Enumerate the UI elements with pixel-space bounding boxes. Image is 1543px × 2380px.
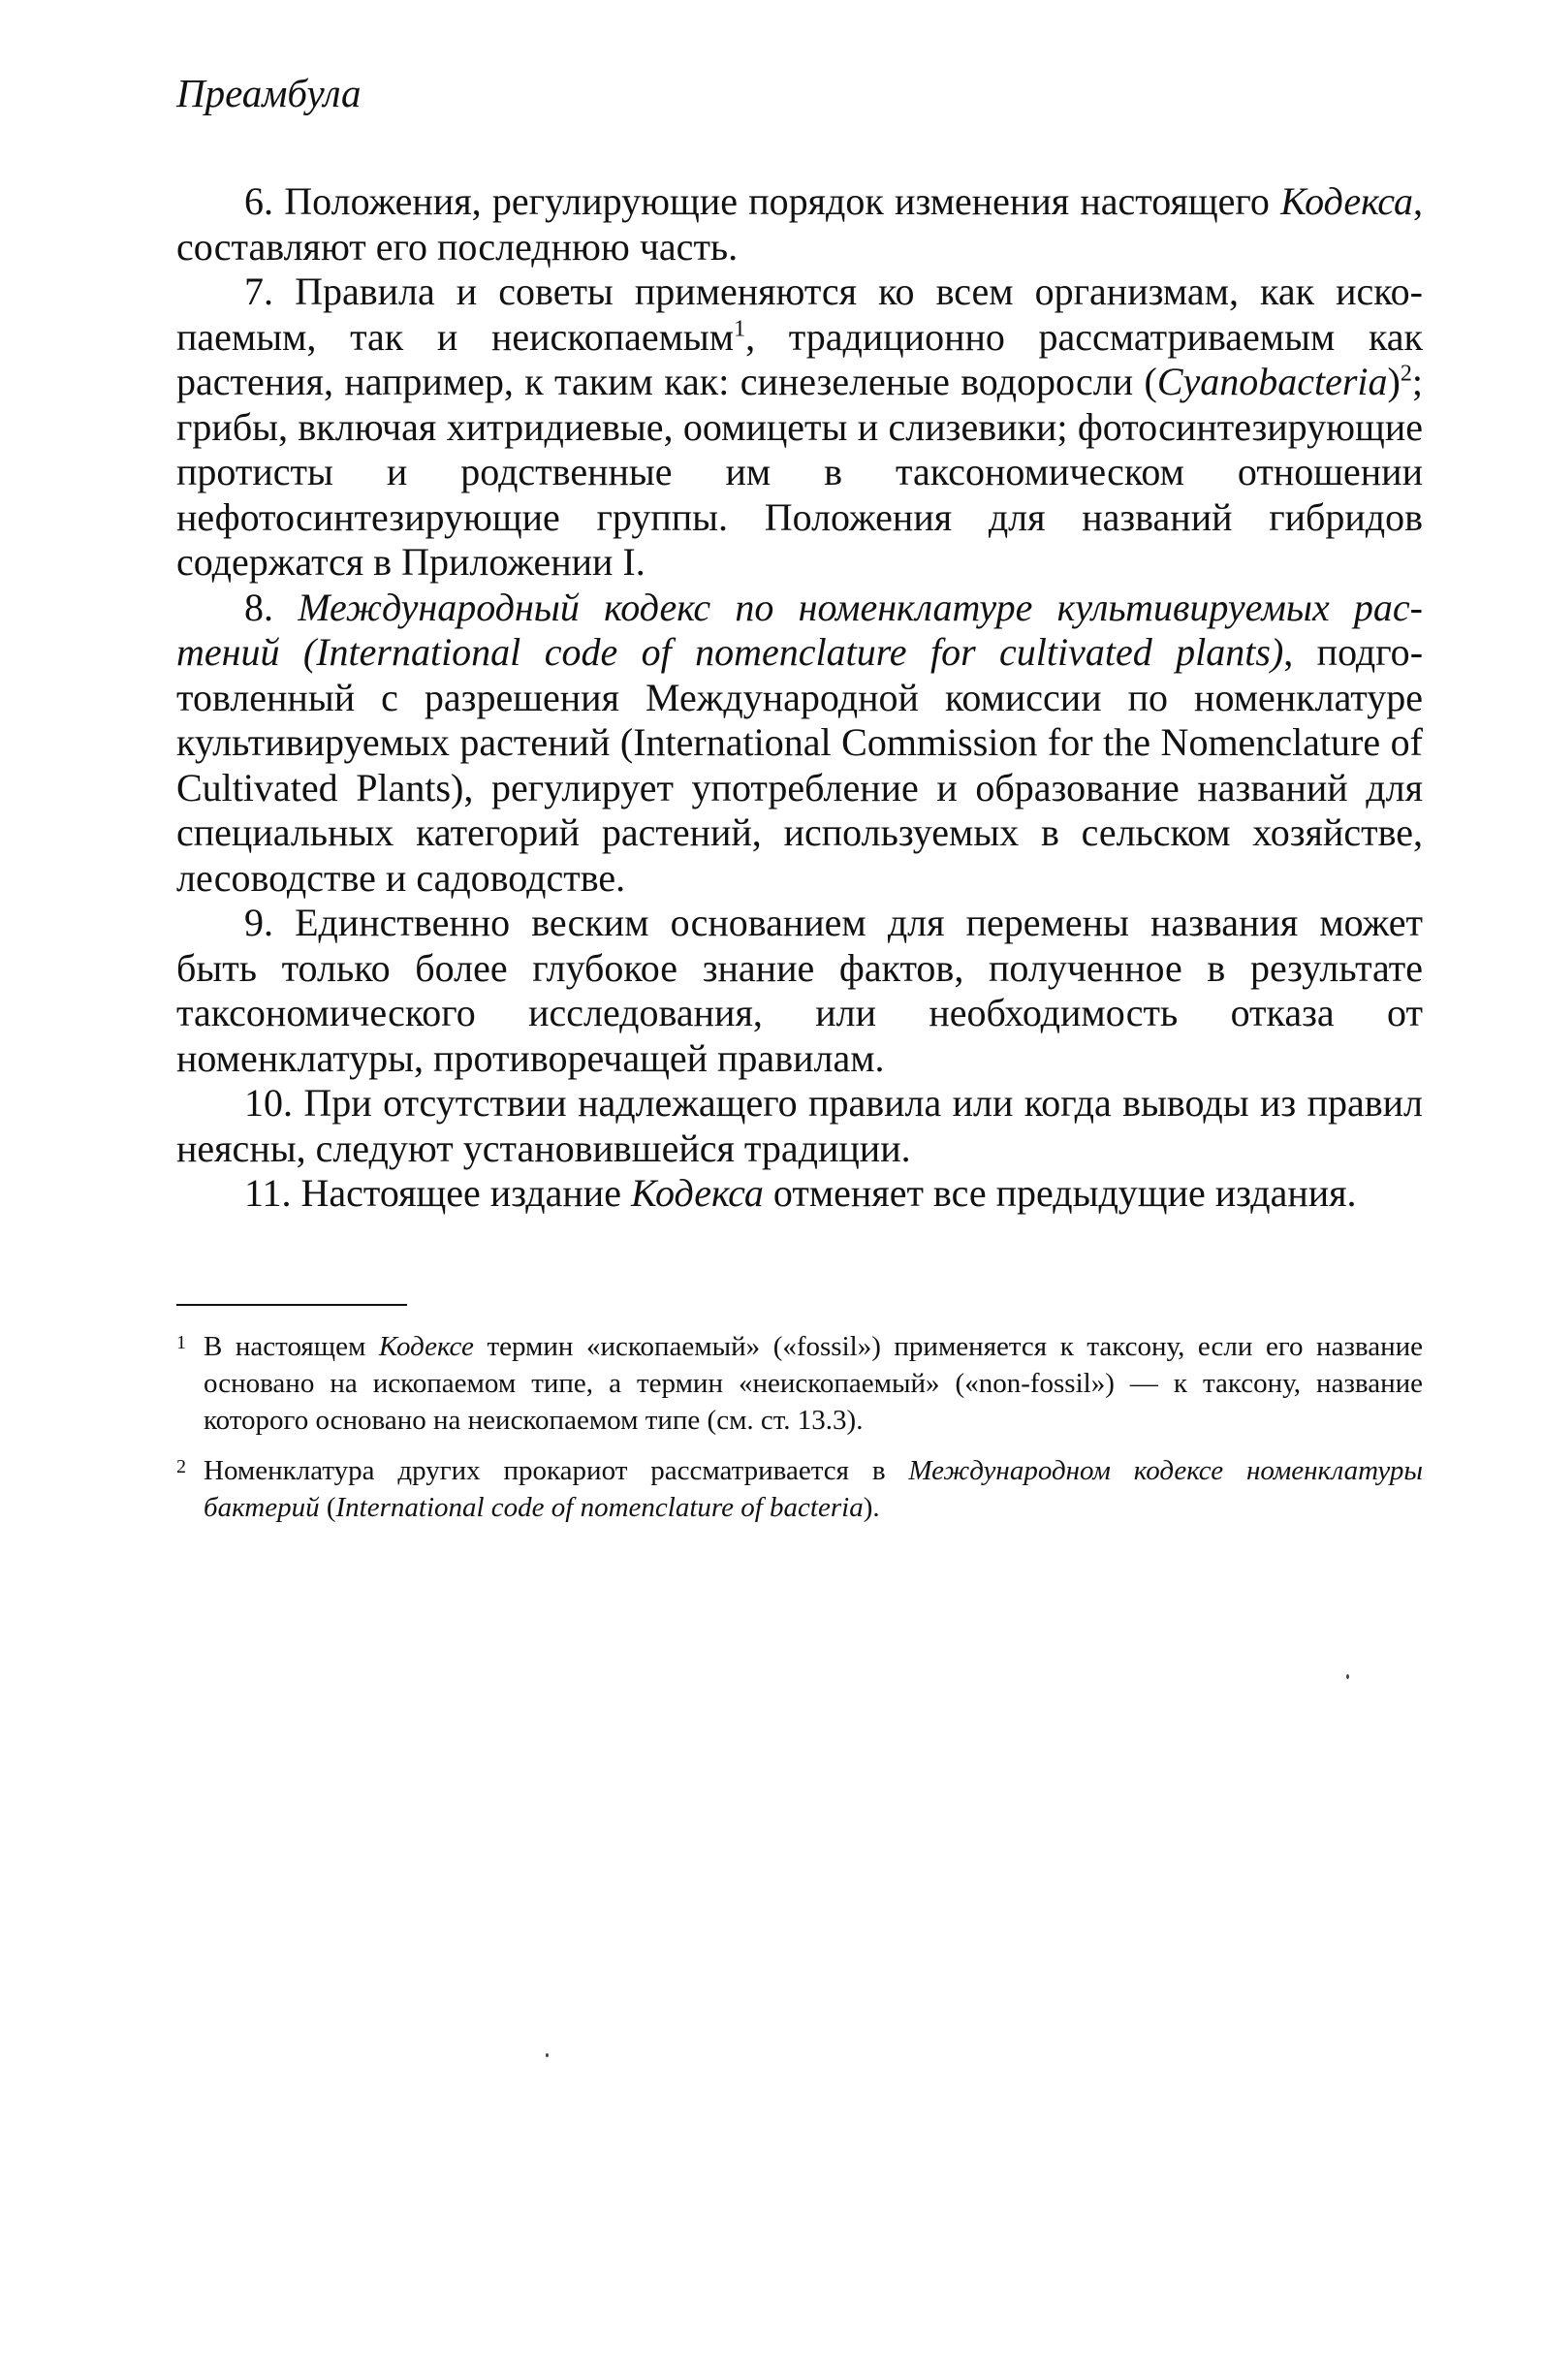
text-run: , традиционно рассматриваемым как растения, например, к таким как: синезеленые водоросли ( <box>176 314 1423 403</box>
text-run: ( <box>319 1492 336 1523</box>
paragraph <box>176 179 1423 270</box>
italic-text: Кодекса <box>630 1171 764 1215</box>
footnote-mark: 1 <box>176 1332 186 1353</box>
running-head: Преамбула <box>176 71 362 115</box>
paragraph <box>176 901 1423 1081</box>
scan-speck <box>1346 1674 1349 1679</box>
text-run: 10. При отсутствии надлежащего правила или когда выводы из правил неясны, следуют установившейся традиции. <box>176 1081 1423 1170</box>
italic-text: Международный кодекс по номенклатуре культивируемых растений (International code of nomenclature for cultivated plants) <box>176 585 1423 674</box>
footnote-mark: 2 <box>176 1456 186 1477</box>
text-run: 8. <box>244 585 299 629</box>
paragraph <box>176 1081 1423 1171</box>
italic-text: Кодексе <box>378 1331 474 1362</box>
text-run: В настоящем <box>204 1331 379 1362</box>
footnote <box>176 1452 1423 1526</box>
text-run: ; грибы, включая хитридиевые, оомицеты и слизевики; фотосинтезирующие протисты и родственные им в таксономическом отношении нефотосинтезирующие группы. Положения для названий гибридов содержатся в Приложении I. <box>176 360 1423 584</box>
text-run: 7. Правила и советы применяются ко всем организмам, как ископаемым, так и неископаемым <box>176 270 1423 359</box>
text-run: 6. Положения, регулирующие порядок изменения настоящего <box>244 179 1281 223</box>
text-run: 9. Единственно веским основанием для перемены названия может быть только более глубокое знание фактов, полученное в результате таксономического исследования, или необходимость отказа от номенклатуры, противоречащей правилам. <box>176 901 1423 1080</box>
main-text <box>176 179 1423 1217</box>
text-run: ). <box>863 1492 880 1523</box>
scan-speck <box>546 2053 549 2057</box>
text-run: , подготовленный с разрешения Международной комиссии по номенклатуре культивируемых растений (International Commission for the Nomenclature of Cultivated Plants), регулирует употребление и образование названий для специальных категорий растений, используемых в сельском хозяйстве, лесоводстве и садоводстве. <box>176 630 1424 900</box>
italic-text: Международном кодексе номенклатуры бактерий <box>204 1455 1423 1523</box>
paragraph <box>176 270 1423 586</box>
footnote-ref: 1 <box>734 316 746 342</box>
text-run: термин «ископаемый» («fossil») применяется к таксону, если его название основано на ископаемом типе, а термин «неископаемый» («non-fossil») — к таксону, название которого основано на неископаемом типе (см. ст. 13.3). <box>204 1331 1423 1436</box>
text-run: ) <box>1387 360 1401 403</box>
footnote-separator <box>176 1304 407 1306</box>
text-run: , составляют его последнюю часть. <box>176 179 1423 269</box>
italic-text: International code of nomenclature of bacteria <box>335 1492 864 1523</box>
footnote-ref: 2 <box>1400 361 1412 387</box>
footnote <box>176 1328 1423 1439</box>
paragraph <box>176 1171 1423 1217</box>
text-run: 11. Настоящее издание <box>244 1171 631 1215</box>
text-run: Номенклатура других прокариот рассматривается в <box>204 1455 909 1486</box>
italic-text: Кодекса <box>1280 179 1413 223</box>
text-run: отменяет все предыдущие издания. <box>763 1171 1357 1215</box>
footnotes <box>176 1328 1423 1539</box>
italic-text: Cyanobacteria <box>1156 360 1388 403</box>
paragraph <box>176 586 1423 902</box>
